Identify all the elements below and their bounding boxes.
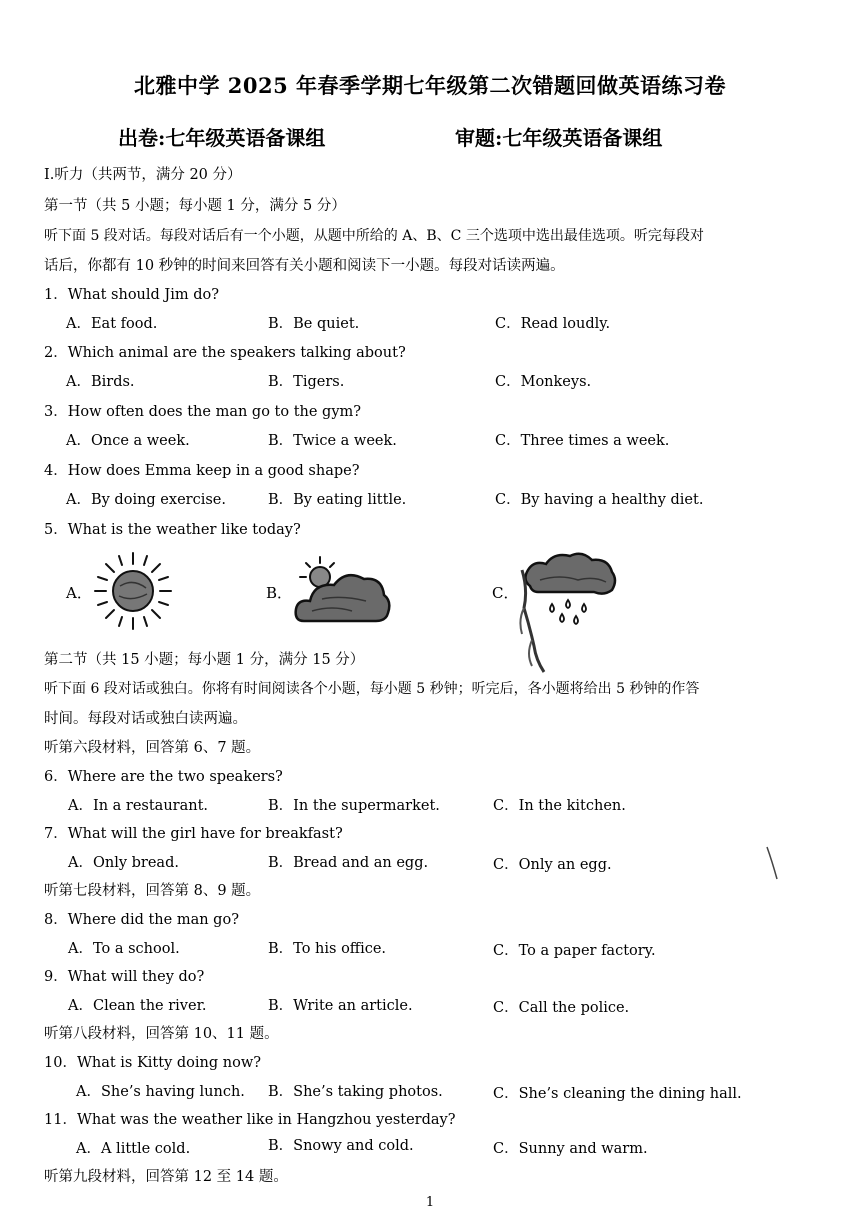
question-7: 7．What will the girl have for breakfast? bbox=[44, 826, 343, 842]
q2-option-b: B．Tigers. bbox=[268, 374, 345, 390]
q10-option-c: C．She’s cleaning the dining hall. bbox=[493, 1086, 742, 1102]
question-5: 5．What is the weather like today? bbox=[44, 522, 301, 538]
question-8: 8．Where did the man go? bbox=[44, 912, 239, 928]
q4-option-b: B．By eating little. bbox=[268, 492, 407, 508]
author-line: 出卷:七年级英语备课组 bbox=[118, 126, 326, 150]
q6-option-a: A．In a restaurant. bbox=[68, 798, 209, 814]
q1-option-b: B．Be quiet. bbox=[268, 316, 360, 332]
section1-heading: 第一节（共 5 小题；每小题 1 分，满分 5 分） bbox=[44, 198, 346, 214]
section2-instruction-2: 时间。每段对话或独白读两遍。 bbox=[44, 711, 247, 727]
q2-option-a: A．Birds. bbox=[66, 374, 135, 390]
section2-instruction-1: 听下面 6 段对话或独白。你将有时间阅读各个小题，每小题 5 秒钟；听完后，各小题将给出 5 秒钟的作答 bbox=[44, 681, 700, 697]
q5-option-b-label: B． bbox=[266, 584, 293, 602]
q11-option-b: B．Snowy and cold. bbox=[268, 1138, 414, 1154]
q2-option-c: C．Monkeys. bbox=[495, 374, 592, 390]
page-title: 北雅中学 2025 年春季学期七年级第二次错题回做英语练习卷 bbox=[133, 73, 727, 98]
material-9-heading: 听第九段材料，回答第 12 至 14 题。 bbox=[44, 1169, 288, 1185]
q9-option-a: A．Clean the river. bbox=[68, 998, 207, 1014]
q5-option-c-label: C． bbox=[492, 584, 519, 602]
q10-option-b: B．She’s taking photos. bbox=[268, 1084, 443, 1100]
q9-option-c: C．Call the police. bbox=[493, 1000, 630, 1016]
question-1: 1．What should Jim do? bbox=[44, 287, 220, 303]
q8-option-a: A．To a school. bbox=[68, 941, 180, 957]
question-3: 3．How often does the man go to the gym? bbox=[44, 404, 362, 420]
question-10: 10．What is Kitty doing now? bbox=[44, 1055, 262, 1071]
q3-option-c: C．Three times a week. bbox=[495, 433, 670, 449]
sun-icon bbox=[92, 550, 174, 632]
part1-heading: I.听力（共两节，满分 20 分） bbox=[44, 167, 242, 183]
q1-option-a: A．Eat food. bbox=[66, 316, 158, 332]
q3-option-b: B．Twice a week. bbox=[268, 433, 397, 449]
question-6: 6．Where are the two speakers? bbox=[44, 769, 283, 785]
q6-option-b: B．In the supermarket. bbox=[268, 798, 440, 814]
q9-option-b: B．Write an article. bbox=[268, 998, 413, 1014]
material-8-heading: 听第八段材料，回答第 10、11 题。 bbox=[44, 1026, 279, 1042]
material-6-heading: 听第六段材料，回答第 6、7 题。 bbox=[44, 740, 261, 756]
question-11: 11．What was the weather like in Hangzhou yesterday? bbox=[44, 1112, 456, 1128]
q8-option-b: B．To his office. bbox=[268, 941, 387, 957]
question-2: 2．Which animal are the speakers talking about? bbox=[44, 345, 406, 361]
sun-behind-cloud-icon bbox=[292, 555, 392, 627]
reviewer-line: 审题:七年级英语备课组 bbox=[455, 126, 663, 150]
section1-instruction-2: 话后，你都有 10 秒钟的时间来回答有关小题和阅读下一小题。每段对话读两遍。 bbox=[44, 258, 565, 274]
question-9: 9．What will they do? bbox=[44, 969, 205, 985]
q3-option-a: A．Once a week. bbox=[66, 433, 190, 449]
q4-option-c: C．By having a healthy diet. bbox=[495, 492, 704, 508]
q7-option-c: C．Only an egg. bbox=[493, 857, 612, 873]
q10-option-a: A．She’s having lunch. bbox=[76, 1084, 245, 1100]
section2-heading: 第二节（共 15 小题；每小题 1 分，满分 15 分） bbox=[44, 652, 365, 668]
rain-cloud-lightning-icon bbox=[508, 550, 620, 675]
q8-option-c: C．To a paper factory. bbox=[493, 943, 656, 959]
material-7-heading: 听第七段材料，回答第 8、9 题。 bbox=[44, 883, 261, 899]
q11-option-c: C．Sunny and warm. bbox=[493, 1141, 648, 1157]
pen-mark bbox=[764, 845, 780, 881]
q7-option-a: A．Only bread. bbox=[68, 855, 179, 871]
page-number: 1 bbox=[425, 1195, 435, 1210]
section1-instruction-1: 听下面 5 段对话。每段对话后有一个小题，从题中所给的 A、B、C 三个选项中选出最佳选项。听完每段对 bbox=[44, 228, 704, 244]
question-4: 4．How does Emma keep in a good shape? bbox=[44, 463, 360, 479]
q4-option-a: A．By doing exercise. bbox=[66, 492, 226, 508]
q1-option-c: C．Read loudly. bbox=[495, 316, 611, 332]
q5-option-a-label: A． bbox=[66, 584, 92, 602]
q11-option-a: A．A little cold. bbox=[76, 1141, 191, 1157]
q7-option-b: B．Bread and an egg. bbox=[268, 855, 429, 871]
q6-option-c: C．In the kitchen. bbox=[493, 798, 626, 814]
